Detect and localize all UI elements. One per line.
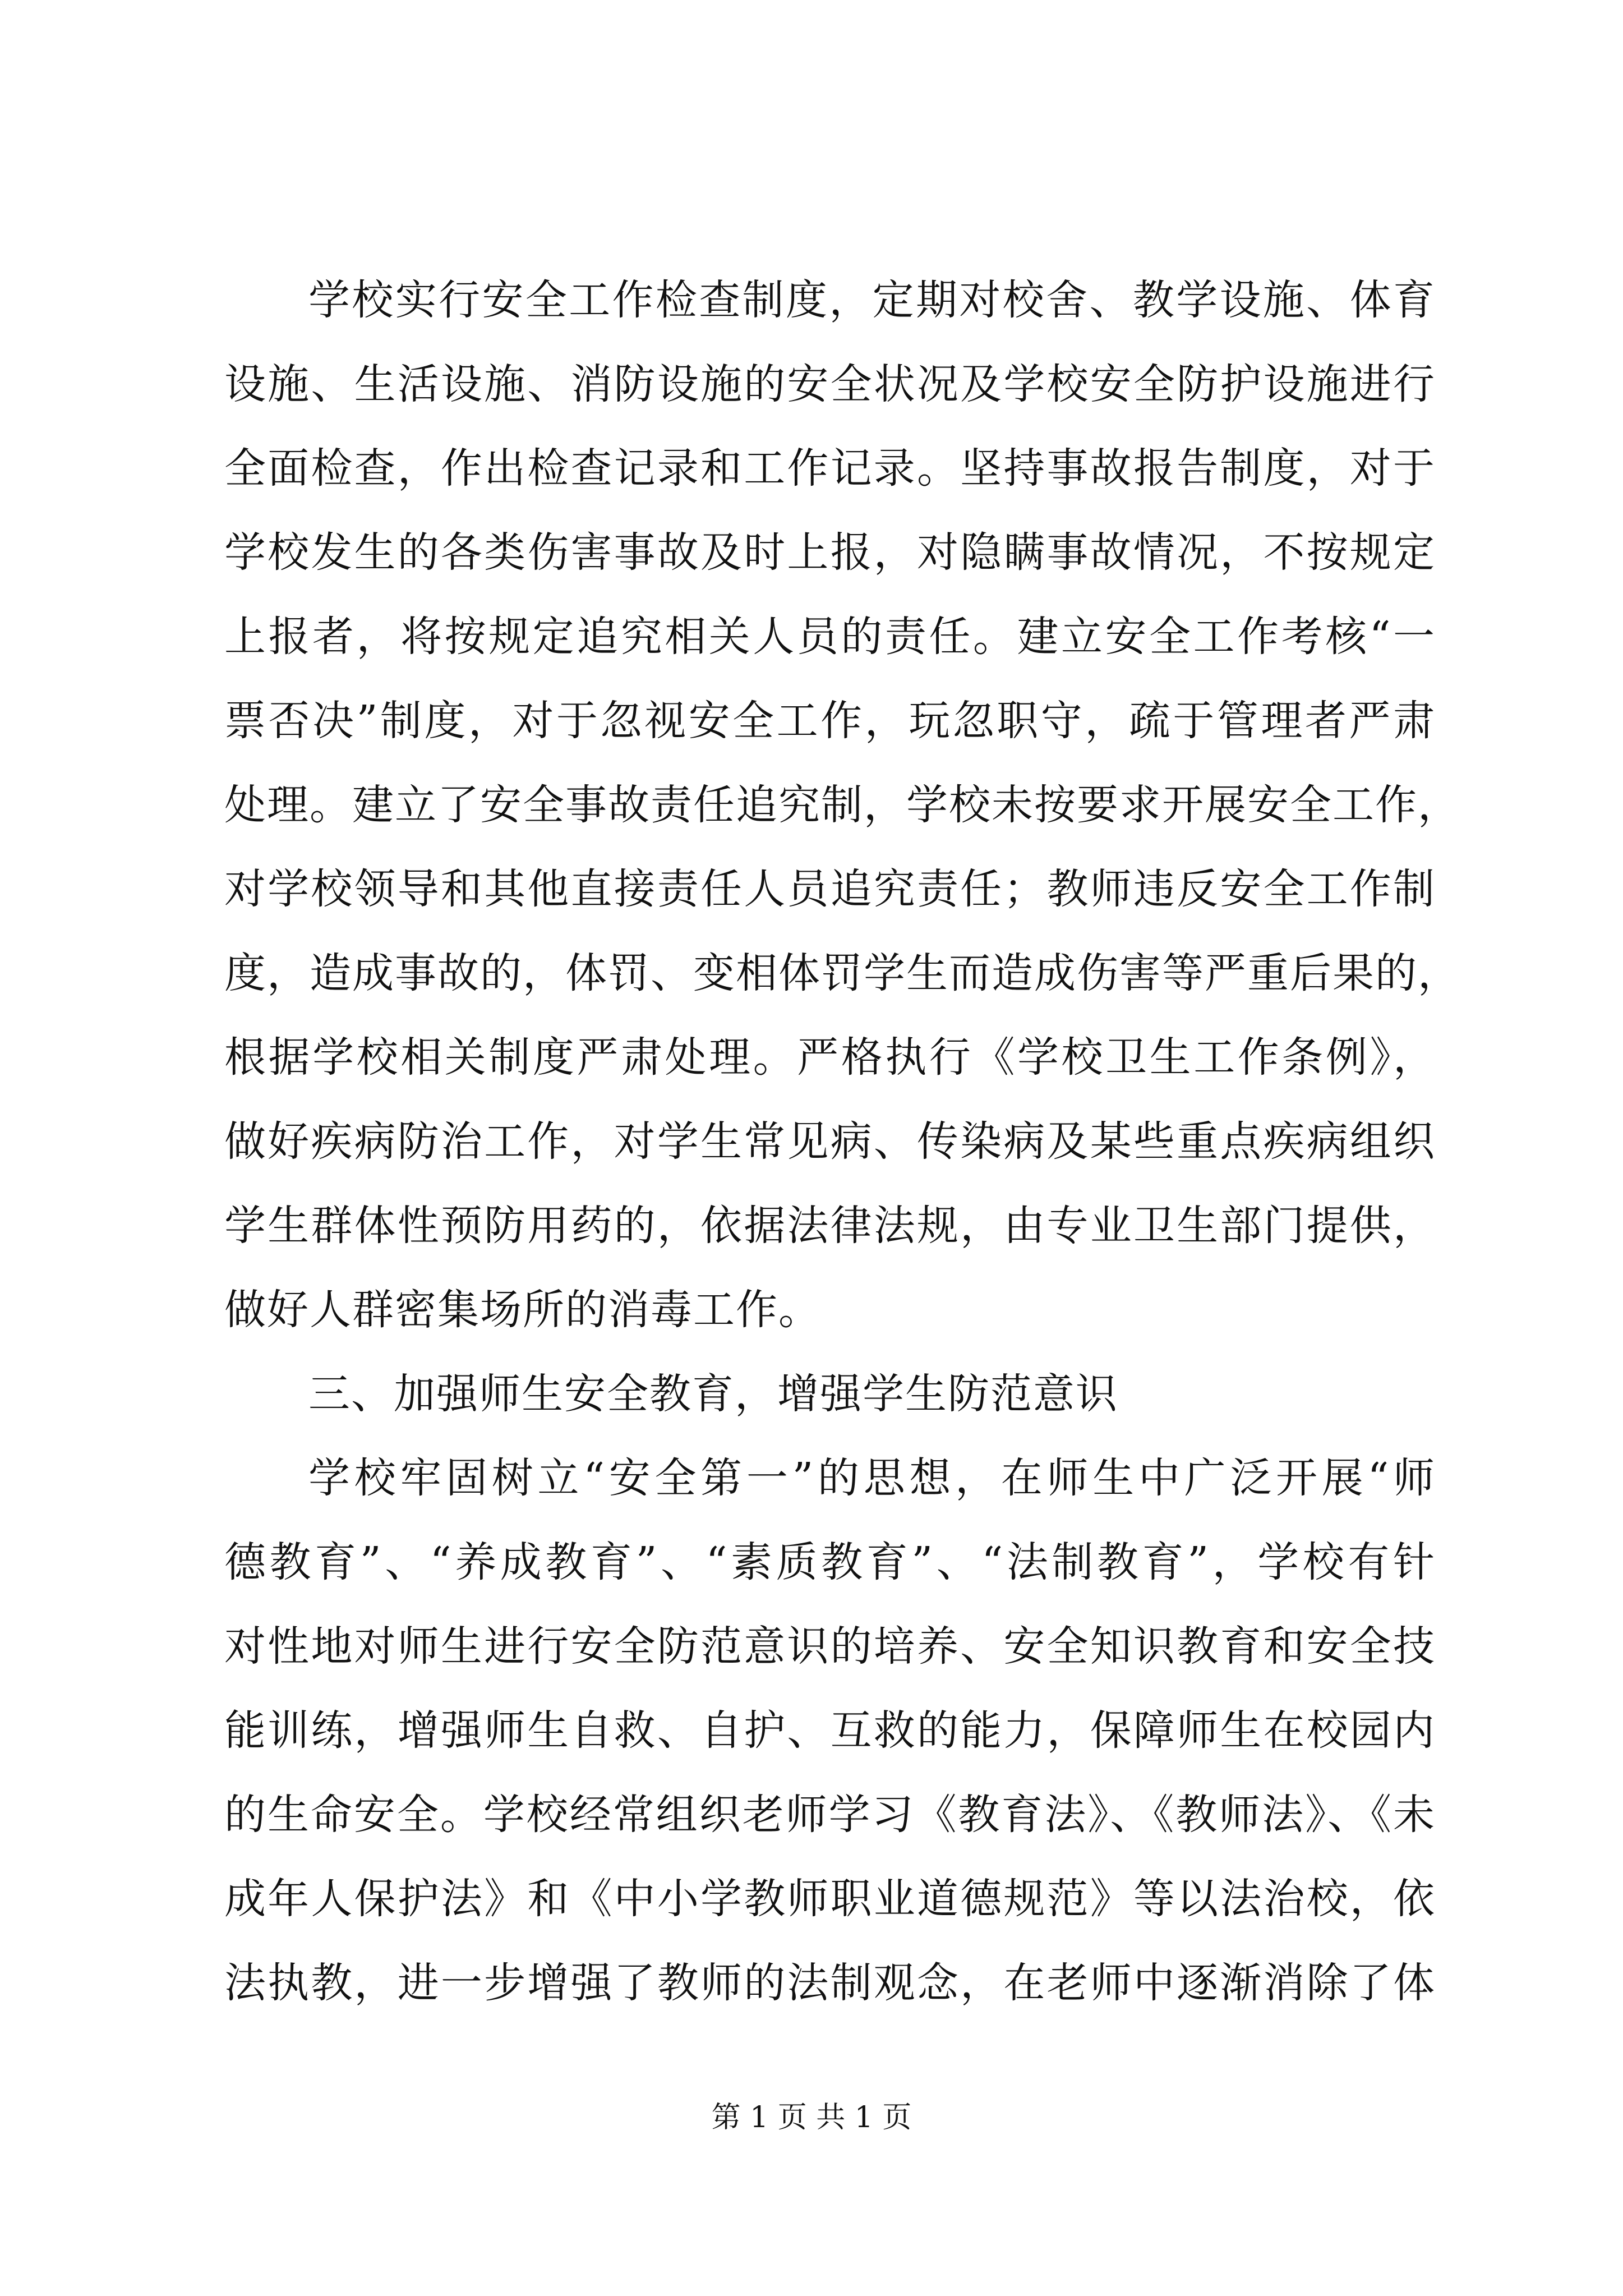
text-line: 学校发生的各类伤害事故及时上报，对隐瞒事故情况，不按规定 — [224, 528, 1436, 577]
section-heading: 三、加强师生安全教育，增强学生防范意识 — [308, 1370, 1118, 1418]
text-line: 德教育”、“养成教育”、“素质教育”、“法制教育”，学校有针 — [224, 1538, 1436, 1586]
text-line: 处理。建立了安全事故责任追究制，学校未按要求开展安全工作， — [224, 781, 1460, 829]
text-line: 学校牢固树立“安全第一”的思想，在师生中广泛开展“师 — [308, 1454, 1436, 1502]
text-line: 全面检查，作出检查记录和工作记录。坚持事故报告制度，对于 — [224, 444, 1436, 493]
text-line: 能训练，增强师生自救、自护、互救的能力，保障师生在校园内 — [224, 1706, 1436, 1755]
text-line: 成年人保护法》和《中小学教师职业道德规范》等以法治校，依 — [224, 1875, 1436, 1923]
paragraph-safety-inspection — [224, 258, 1460, 1352]
text-line: 做好疾病防治工作，对学生常见病、传染病及某些重点疾病组织 — [224, 1117, 1436, 1166]
text-line: 学生群体性预防用药的，依据法律法规，由专业卫生部门提供， — [224, 1202, 1436, 1250]
paragraph-safety-education — [224, 1436, 1436, 2025]
text-line: 对性地对师生进行安全防范意识的培养、安全知识教育和安全技 — [224, 1622, 1436, 1671]
text-line: 做好人群密集场所的消毒工作。 — [224, 1286, 821, 1334]
text-line: 票否决”制度，对于忽视安全工作，玩忽职守，疏于管理者严肃 — [224, 697, 1436, 745]
text-line: 法执教，进一步增强了教师的法制观念，在老师中逐渐消除了体 — [224, 1959, 1436, 2007]
page-number-footer: 第 1 页 共 1 页 — [711, 2101, 912, 2134]
text-line: 根据学校相关制度严肃处理。严格执行《学校卫生工作条例》， — [224, 1033, 1436, 1082]
text-line: 对学校领导和其他直接责任人员追究责任；教师违反安全工作制 — [224, 865, 1436, 913]
text-line: 设施、生活设施、消防设施的安全状况及学校安全防护设施进行 — [224, 360, 1436, 408]
text-line: 的生命安全。学校经常组织老师学习《教育法》、《教师法》、《未 — [224, 1791, 1436, 1839]
document-body — [224, 258, 1460, 2025]
text-line: 上报者，将按规定追究相关人员的责任。建立安全工作考核“一 — [224, 613, 1436, 661]
text-line: 学校实行安全工作检查制度，定期对校舍、教学设施、体育 — [308, 276, 1436, 324]
text-line: 度，造成事故的，体罚、变相体罚学生而造成伤害等严重后果的， — [224, 949, 1460, 997]
